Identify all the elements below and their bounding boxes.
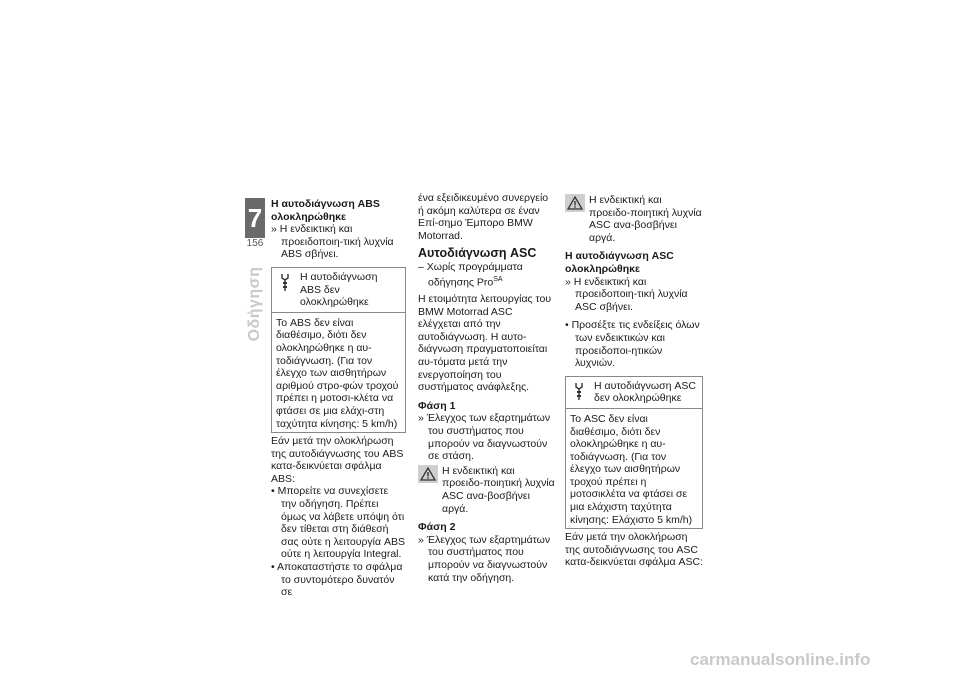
heading-phase-1: Φάση 1 bbox=[418, 399, 456, 412]
warning-text: Η ενδεικτική και προειδο-ποιητική λυχνία ASC ανα-βοσβήνει αργά. bbox=[589, 194, 702, 244]
warning-triangle-icon bbox=[565, 194, 585, 212]
paragraph: Η ετοιμότητα λειτουργίας του BMW Motorrad ASC ελέγχεται από την αυτοδιάγνωση. Η αυτο-διάγνωση πραγματοποιείται αυ-τόματα μετά την ενεργοποίηση του συστήματος ανάφλεξης. bbox=[418, 293, 552, 394]
step-text: » Η ενδεικτική και προειδοποιη-τική λυχνία ASC σβήνει. bbox=[565, 275, 688, 313]
warning-note bbox=[565, 194, 703, 244]
info-box-header bbox=[566, 377, 702, 409]
info-box-title: Η αυτοδιάγνωση ASC δεν ολοκληρώθηκε bbox=[594, 379, 696, 405]
wrench-icon bbox=[570, 380, 588, 405]
option-sup: SA bbox=[493, 275, 503, 283]
info-box-abs bbox=[271, 267, 406, 433]
step-text: » Έλεγχος των εξαρτημάτων του συστήματος που μπορούν να διαγνωστούν κατά την οδήγηση. bbox=[418, 533, 551, 584]
info-box-title: Η αυτοδιάγνωση ABS δεν ολοκληρώθηκε bbox=[300, 270, 378, 309]
paragraph: Εάν μετά την ολοκλήρωση της αυτοδιάγνωσης του ABS κατα-δεικνύεται σφάλμα ABS: bbox=[271, 435, 404, 485]
heading-asc-selfdiag: Αυτοδιάγνωση ASC bbox=[418, 246, 537, 261]
bullet-item: • Αποκαταστήστε το σφάλμα το συντομότερο δυνατόν σε bbox=[271, 561, 403, 599]
option-line bbox=[418, 261, 556, 289]
step-text: » Η ενδεικτική και προειδοποιη-τική λυχνία ABS σβήνει. bbox=[271, 223, 394, 261]
warning-note bbox=[418, 465, 556, 515]
section-label: Οδήγηση bbox=[246, 266, 263, 342]
info-box-body: Το ASC δεν είναι διαθέσιμο, διότι δεν ολοκληρώθηκε η αυ-τοδιάγνωση. (Για τον έλεγχο των αισθητήρων τροχού πρέπει η μοτοσικλέτα να φτάσει σε μια ελάχιστη ταχύτητα κίνησης: Ελάχιστο 5 km/h) bbox=[570, 412, 693, 526]
info-box-header bbox=[272, 268, 405, 313]
chapter-tab: 7 bbox=[245, 198, 265, 238]
step-text: » Έλεγχος των εξαρτημάτων του συστήματος που μπορούν να διαγνωστούν σε στάση. bbox=[418, 412, 551, 463]
warning-text: Η ενδεικτική και προειδο-ποιητική λυχνία ASC ανα-βοσβήνει αργά. bbox=[442, 464, 555, 515]
column-3 bbox=[565, 192, 703, 569]
heading-asc-complete: Η αυτοδιάγνωση ASC ολοκληρώθηκε bbox=[565, 250, 674, 275]
option-text: – Χωρίς προγράμματα οδήγησης Pro bbox=[418, 261, 523, 289]
page-number: 156 bbox=[246, 238, 264, 249]
bullet-item: • Προσέξτε τις ενδείξεις όλων των ενδεικτικών και προειδοποι-ητικών λυχνιών. bbox=[565, 319, 700, 370]
watermark: carmanualsonline.info bbox=[690, 650, 871, 669]
bullet-item: • Μπορείτε να συνεχίσετε την οδήγηση. Πρέπει όμως να λάβετε υπόψη ότι δεν τίθεται στη διάθεσή σας ούτε η λειτουργία ABS ούτε η λειτουργία Integral. bbox=[271, 485, 406, 561]
wrench-icon bbox=[276, 271, 294, 309]
heading-abs-complete: Η αυτοδιάγνωση ABS ολοκληρώθηκε bbox=[271, 198, 380, 223]
warning-triangle-icon bbox=[418, 465, 438, 483]
info-box-asc bbox=[565, 376, 703, 530]
info-box-body: Το ABS δεν είναι διαθέσιμο, διότι δεν ολοκληρώθηκε η αυ-τοδιάγνωση. (Για τον έλεγχο των αισθητήρων αριθμού στρο-φών τροχού πρέπει η μοτοσι-κλέτα να φτάσει σε μια ελάχι-στη ταχύτητα κίνησης: 5 km/h) bbox=[276, 316, 399, 430]
column-2 bbox=[418, 192, 556, 584]
paragraph: Εάν μετά την ολοκλήρωση της αυτοδιάγνωσης του ASC κατα-δεικνύεται σφάλμα ASC: bbox=[565, 531, 704, 569]
heading-phase-2: Φάση 2 bbox=[418, 521, 456, 534]
paragraph: ένα εξειδικευμένο συνεργείο ή ακόμη καλύτερα σε έναν Επί-σημο Έμπορο BMW Motorrad. bbox=[418, 192, 549, 242]
column-1 bbox=[271, 198, 406, 599]
